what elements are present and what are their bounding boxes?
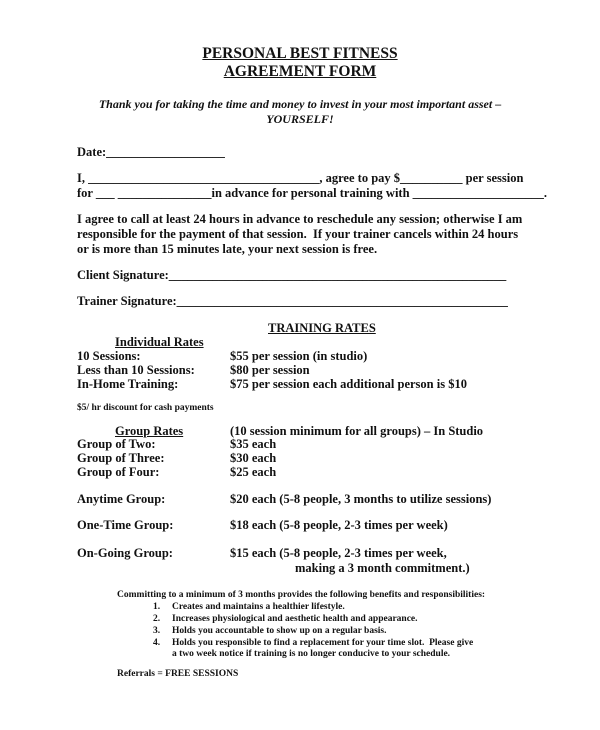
list-item: Creates and maintains a healthier lifestyle. bbox=[172, 602, 345, 612]
rate-label: In-Home Training: bbox=[77, 377, 179, 391]
list-number: 3. bbox=[153, 626, 161, 636]
rate-label: Less than 10 Sessions: bbox=[77, 363, 195, 377]
policy-line: responsible for the payment of that session. If your trainer cancels within 24 hours bbox=[77, 227, 519, 241]
rate-value: $35 each bbox=[230, 437, 277, 451]
rate-value: $25 each bbox=[230, 465, 277, 479]
rate-label: 10 Sessions: bbox=[77, 349, 141, 363]
rate-label: Group of Three: bbox=[77, 451, 165, 465]
cash-discount-note: $5/ hr discount for cash payments bbox=[77, 403, 214, 413]
group-rates-note: (10 session minimum for all groups) – In Studio bbox=[230, 424, 484, 438]
list-item-continued: a two week notice if training is no longer conducive to your schedule. bbox=[172, 649, 451, 659]
agree-line-1[interactable]: I, _____________________________________, agree to pay $__________ per session bbox=[77, 171, 524, 185]
list-number: 1. bbox=[153, 602, 161, 612]
rate-label: Anytime Group: bbox=[77, 492, 166, 506]
rate-label: Group of Four: bbox=[77, 465, 160, 479]
rate-value: $75 per session each additional person is $10 bbox=[230, 377, 467, 391]
referrals-note: Referrals = FREE SESSIONS bbox=[117, 669, 239, 679]
list-number: 4. bbox=[153, 638, 161, 648]
rate-value: $18 each (5-8 people, 2-3 times per week) bbox=[230, 518, 448, 532]
date-field[interactable]: Date:___________________ bbox=[77, 145, 225, 159]
group-rates-heading: Group Rates bbox=[115, 424, 184, 438]
rate-value-continued: making a 3 month commitment.) bbox=[295, 561, 470, 575]
rate-value: $15 each (5-8 people, 2-3 times per week, bbox=[230, 546, 447, 560]
intro-line2: YOURSELF! bbox=[266, 112, 334, 126]
form-title-line1: PERSONAL BEST FITNESS bbox=[202, 45, 398, 62]
individual-rates-heading: Individual Rates bbox=[115, 335, 204, 349]
rate-label: One-Time Group: bbox=[77, 518, 174, 532]
rate-value: $55 per session (in studio) bbox=[230, 349, 368, 363]
intro-line1: Thank you for taking the time and money to invest in your most important asset – bbox=[98, 97, 502, 111]
policy-line: or is more than 15 minutes late, your next session is free. bbox=[77, 242, 378, 256]
rate-value: $20 each (5-8 people, 3 months to utilize sessions) bbox=[230, 492, 492, 506]
list-item: Holds you responsible to find a replacement for your time slot. Please give bbox=[172, 638, 474, 648]
form-title-line2: AGREEMENT FORM bbox=[223, 63, 377, 80]
trainer-signature-field[interactable]: Trainer Signature:_____________________________________________________ bbox=[77, 294, 508, 308]
list-item: Increases physiological and aesthetic health and appearance. bbox=[172, 614, 418, 624]
rate-value: $80 per session bbox=[230, 363, 310, 377]
rate-label: On-Going Group: bbox=[77, 546, 173, 560]
list-number: 2. bbox=[153, 614, 161, 624]
rate-value: $30 each bbox=[230, 451, 277, 465]
agree-line-2[interactable]: for ___ _______________in advance for personal training with _____________________. bbox=[77, 186, 548, 200]
commit-intro: Committing to a minimum of 3 months provides the following benefits and responsibilities: bbox=[117, 590, 486, 600]
list-item: Holds you accountable to show up on a regular basis. bbox=[172, 626, 387, 636]
client-signature-field[interactable]: Client Signature:______________________________________________________ bbox=[77, 268, 507, 282]
rates-heading: TRAINING RATES bbox=[268, 321, 376, 335]
rate-label: Group of Two: bbox=[77, 437, 156, 451]
policy-line: I agree to call at least 24 hours in advance to reschedule any session; otherwise I am bbox=[77, 212, 523, 226]
